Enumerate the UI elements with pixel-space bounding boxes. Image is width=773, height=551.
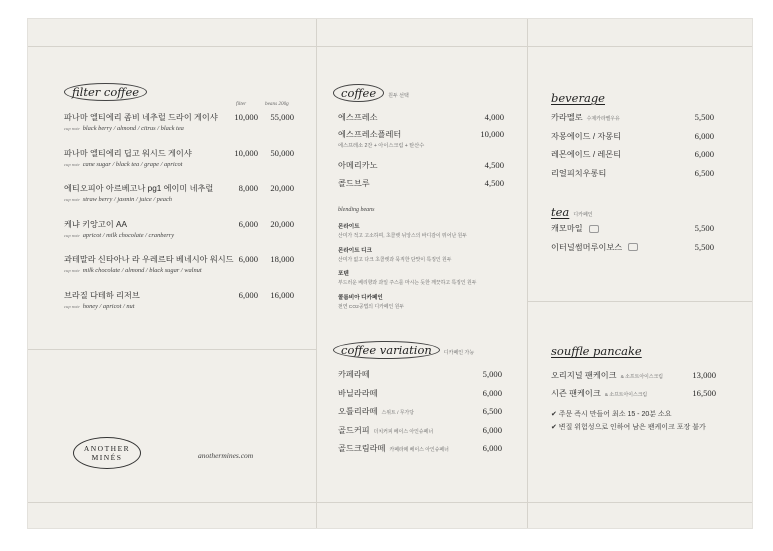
- variation-item-price: 6,000: [482, 387, 502, 398]
- filter-coffee-title: filter coffee: [64, 83, 147, 101]
- pancake-item-name: [551, 388, 647, 399]
- divider-right-mid: [527, 301, 752, 302]
- cup-note-text: black berry / almond / citrus / black tea: [82, 125, 184, 132]
- coffee-item-name: 아메리카노: [338, 161, 378, 170]
- tea-cup-icon: [589, 225, 599, 233]
- filter-item-price: 10,000: [234, 112, 258, 122]
- filter-item-name: 에티오피아 아르베고나 pg1 에이미 네추럴: [64, 184, 214, 193]
- pancake-note: ✔ 주문 즉시 만들어 최소 15 - 20분 소요: [551, 411, 672, 418]
- beverage-item-price: 6,000: [694, 149, 714, 159]
- pancake-title: souffle pancake: [551, 344, 642, 358]
- cup-note-text: apricot / milk chocolate / cranberry: [82, 231, 175, 239]
- beverage-item-label: 카라멜로: [551, 113, 583, 122]
- coffee-item-price: 10,000: [480, 129, 504, 139]
- filter-item-note: [64, 161, 182, 168]
- variation-item-sub: 스위트 / 무가당: [381, 411, 414, 416]
- tea-item-name: [551, 242, 638, 253]
- filter-item-price: 10,000: [234, 147, 258, 158]
- variation-item-label: 바닐라라떼: [338, 388, 378, 398]
- beans-item-price: 20,000: [270, 218, 294, 229]
- filter-item-note: [64, 125, 184, 132]
- tea-cup-icon: [628, 243, 638, 251]
- beverage-item-name: [551, 149, 621, 160]
- tea-item-price: 5,500: [694, 241, 714, 252]
- pancake-item-label: 시즌 팬케이크: [551, 389, 601, 398]
- bean-desc: 산미가 적고 고소하며, 초콜렛 뉘앙스의 바디감이 뛰어난 원두: [338, 234, 467, 239]
- beverage-item-price: 6,000: [694, 130, 714, 141]
- bean-desc: 천연 CO2공법의 디카페인 원두: [338, 304, 405, 310]
- beverage-item-label: 리얼피치우롱티: [551, 168, 607, 178]
- filter-item-price: 6,000: [238, 218, 258, 229]
- logo-line-2: MINÉS: [91, 453, 123, 462]
- filter-coffee-section: [64, 83, 304, 101]
- beverage-item-price: 6,500: [694, 167, 714, 178]
- coffee-item-price: 4,000: [484, 112, 504, 122]
- tea-section: [551, 203, 593, 221]
- beans-item-price: 50,000: [270, 147, 294, 158]
- cup-note-label: cup note: [64, 126, 80, 131]
- coffee-variation-section: [333, 341, 474, 359]
- coffee-item-price: 4,500: [484, 178, 504, 188]
- divider-left: [316, 19, 317, 528]
- filter-item-note: [64, 303, 135, 310]
- bean-name: 몬라이트 디크: [338, 247, 372, 254]
- coffee-item-sub: 에스프레소 2잔 + 아이스크림 + 탄산수: [338, 143, 425, 149]
- bean-name: 몬라이트: [338, 224, 360, 230]
- beverage-item-label: 자몽에이드 / 자몽티: [551, 131, 622, 141]
- variation-item-name: [338, 369, 370, 380]
- filter-item-name: 케냐 키앙고이 AA: [64, 219, 127, 229]
- bean-desc: 부드러운 베리향과 과일 주스를 마시는 듯한 깨끗하고 특징인 원두: [338, 281, 477, 286]
- tea-item-name: [551, 223, 599, 234]
- beans-item-price: 18,000: [270, 254, 294, 264]
- filter-item-note: [64, 196, 172, 203]
- divider-left-mid: [28, 349, 316, 350]
- menu-board: [27, 18, 753, 529]
- variation-item-label: 골드크림라떼: [338, 444, 386, 453]
- pancake-section: [551, 342, 642, 360]
- tea-item-price: 5,500: [694, 223, 714, 233]
- variation-item-name: [338, 425, 433, 436]
- beverage-item-label: 레몬에이드 / 레몬티: [551, 150, 622, 159]
- cup-note-label: cup note: [64, 197, 80, 202]
- cup-note-label: cup note: [64, 268, 80, 273]
- divider-top: [28, 46, 752, 47]
- coffee-item-name: 콜드브루: [338, 179, 370, 188]
- filter-item-note: [64, 232, 174, 239]
- filter-item-note: [64, 267, 202, 274]
- pancake-item-price: 16,500: [692, 388, 716, 398]
- pancake-item-price: 13,000: [692, 370, 716, 380]
- filter-item-price: 6,000: [238, 289, 258, 300]
- beverage-item-name: [551, 112, 620, 123]
- coffee-variation-title: coffee variation: [333, 341, 440, 359]
- filter-item-name: 파나마 엘티에리 좀비 네추럴 드라이 게이샤: [64, 113, 218, 122]
- tea-title: tea: [551, 205, 570, 219]
- beverage-item-name: [551, 131, 621, 142]
- coffee-title: coffee: [333, 84, 384, 102]
- cup-note-text: cane sugar / black tea / grape / apricot: [82, 160, 183, 168]
- cup-note-text: milk chocolate / almond / black sugar / walnut: [82, 267, 202, 274]
- variation-item-sub: 카페라떼 베이스 아인슈페너: [389, 448, 449, 453]
- coffee-section: [333, 84, 409, 102]
- cup-note-text: honey / apricot / nut: [82, 302, 135, 310]
- pancake-item-sub: & 소프트아이스크림: [604, 393, 648, 398]
- cup-note-label: cup note: [64, 303, 80, 309]
- variation-item-name: [338, 443, 449, 454]
- website-text: anothermines.com: [198, 451, 254, 460]
- coffee-item-name: 에스프레소: [338, 113, 378, 122]
- brand-logo: [73, 437, 141, 469]
- blending-title: blending beans: [338, 207, 375, 213]
- pancake-item-name: [551, 370, 663, 381]
- variation-item-label: 오틀리라떼: [338, 407, 378, 416]
- filter-item-name: 브라질 다테하 리저브: [64, 290, 140, 300]
- coffee-variation-note: 디카페인 가능: [443, 350, 475, 356]
- filter-item-price: 8,000: [238, 183, 258, 193]
- filter-item-price: 6,000: [238, 254, 258, 264]
- cup-note-label: cup note: [64, 161, 80, 167]
- variation-item-name: [338, 388, 378, 399]
- variation-item-price: 6,000: [482, 443, 502, 453]
- variation-item-sub: 더치커피 베이스 아인슈페너: [373, 429, 434, 435]
- filter-item-name: 파나마 엘티에리 딥고 워시드 게이샤: [64, 148, 192, 158]
- beverage-title: beverage: [551, 91, 605, 105]
- bean-name: 콜롬비아 디카페인: [338, 294, 383, 301]
- variation-item-price: 6,000: [482, 424, 502, 435]
- col-filter-header: filter: [236, 101, 247, 107]
- coffee-item-name: 에스프레소플레터: [338, 130, 402, 139]
- filter-item-name: 과테말라 신타아나 라 우레르타 베네시아 워시드: [64, 255, 234, 264]
- cup-note-label: cup note: [64, 232, 80, 238]
- tea-note: 디카페인: [573, 212, 593, 218]
- beans-item-price: 55,000: [270, 112, 294, 122]
- tea-item-label: 이터널썸머루이보스: [551, 242, 623, 252]
- bean-desc: 산미가 없고 다크 초콜렛과 묵직한 단맛이 특징인 원두: [338, 257, 452, 263]
- beverage-section: [551, 89, 605, 107]
- beverage-item-name: [551, 168, 606, 179]
- variation-item-price: 6,500: [482, 406, 502, 416]
- pancake-note: ✔ 변질 위험성으로 인하여 남은 팬케이크 포장 불가: [551, 424, 706, 431]
- beans-item-price: 16,000: [270, 289, 294, 300]
- divider-right: [527, 19, 528, 528]
- coffee-item-price: 4,500: [484, 160, 504, 170]
- pancake-item-label: 오리지널 팬케이크: [551, 371, 617, 380]
- variation-item-price: 5,000: [482, 369, 502, 379]
- divider-bottom: [28, 502, 752, 503]
- logo-line-1: ANOTHER: [83, 444, 131, 453]
- beverage-item-price: 5,500: [694, 112, 714, 122]
- bean-name: 포텐: [338, 271, 349, 277]
- variation-item-name: [338, 406, 414, 417]
- variation-item-label: 골드커피: [338, 425, 370, 435]
- beans-item-price: 20,000: [270, 183, 294, 193]
- pancake-item-sub: & 소프트아이스크림: [620, 375, 663, 380]
- coffee-note: 원두 선택: [388, 93, 409, 99]
- cup-note-text: straw berry / jasmin / juice / peach: [82, 196, 172, 203]
- col-beans-header: beans 200g: [265, 101, 289, 107]
- variation-item-label: 카페라떼: [338, 370, 370, 379]
- beverage-item-sub: 수제카라멜우유: [586, 117, 620, 122]
- tea-item-label: 캐모마일: [551, 224, 583, 233]
